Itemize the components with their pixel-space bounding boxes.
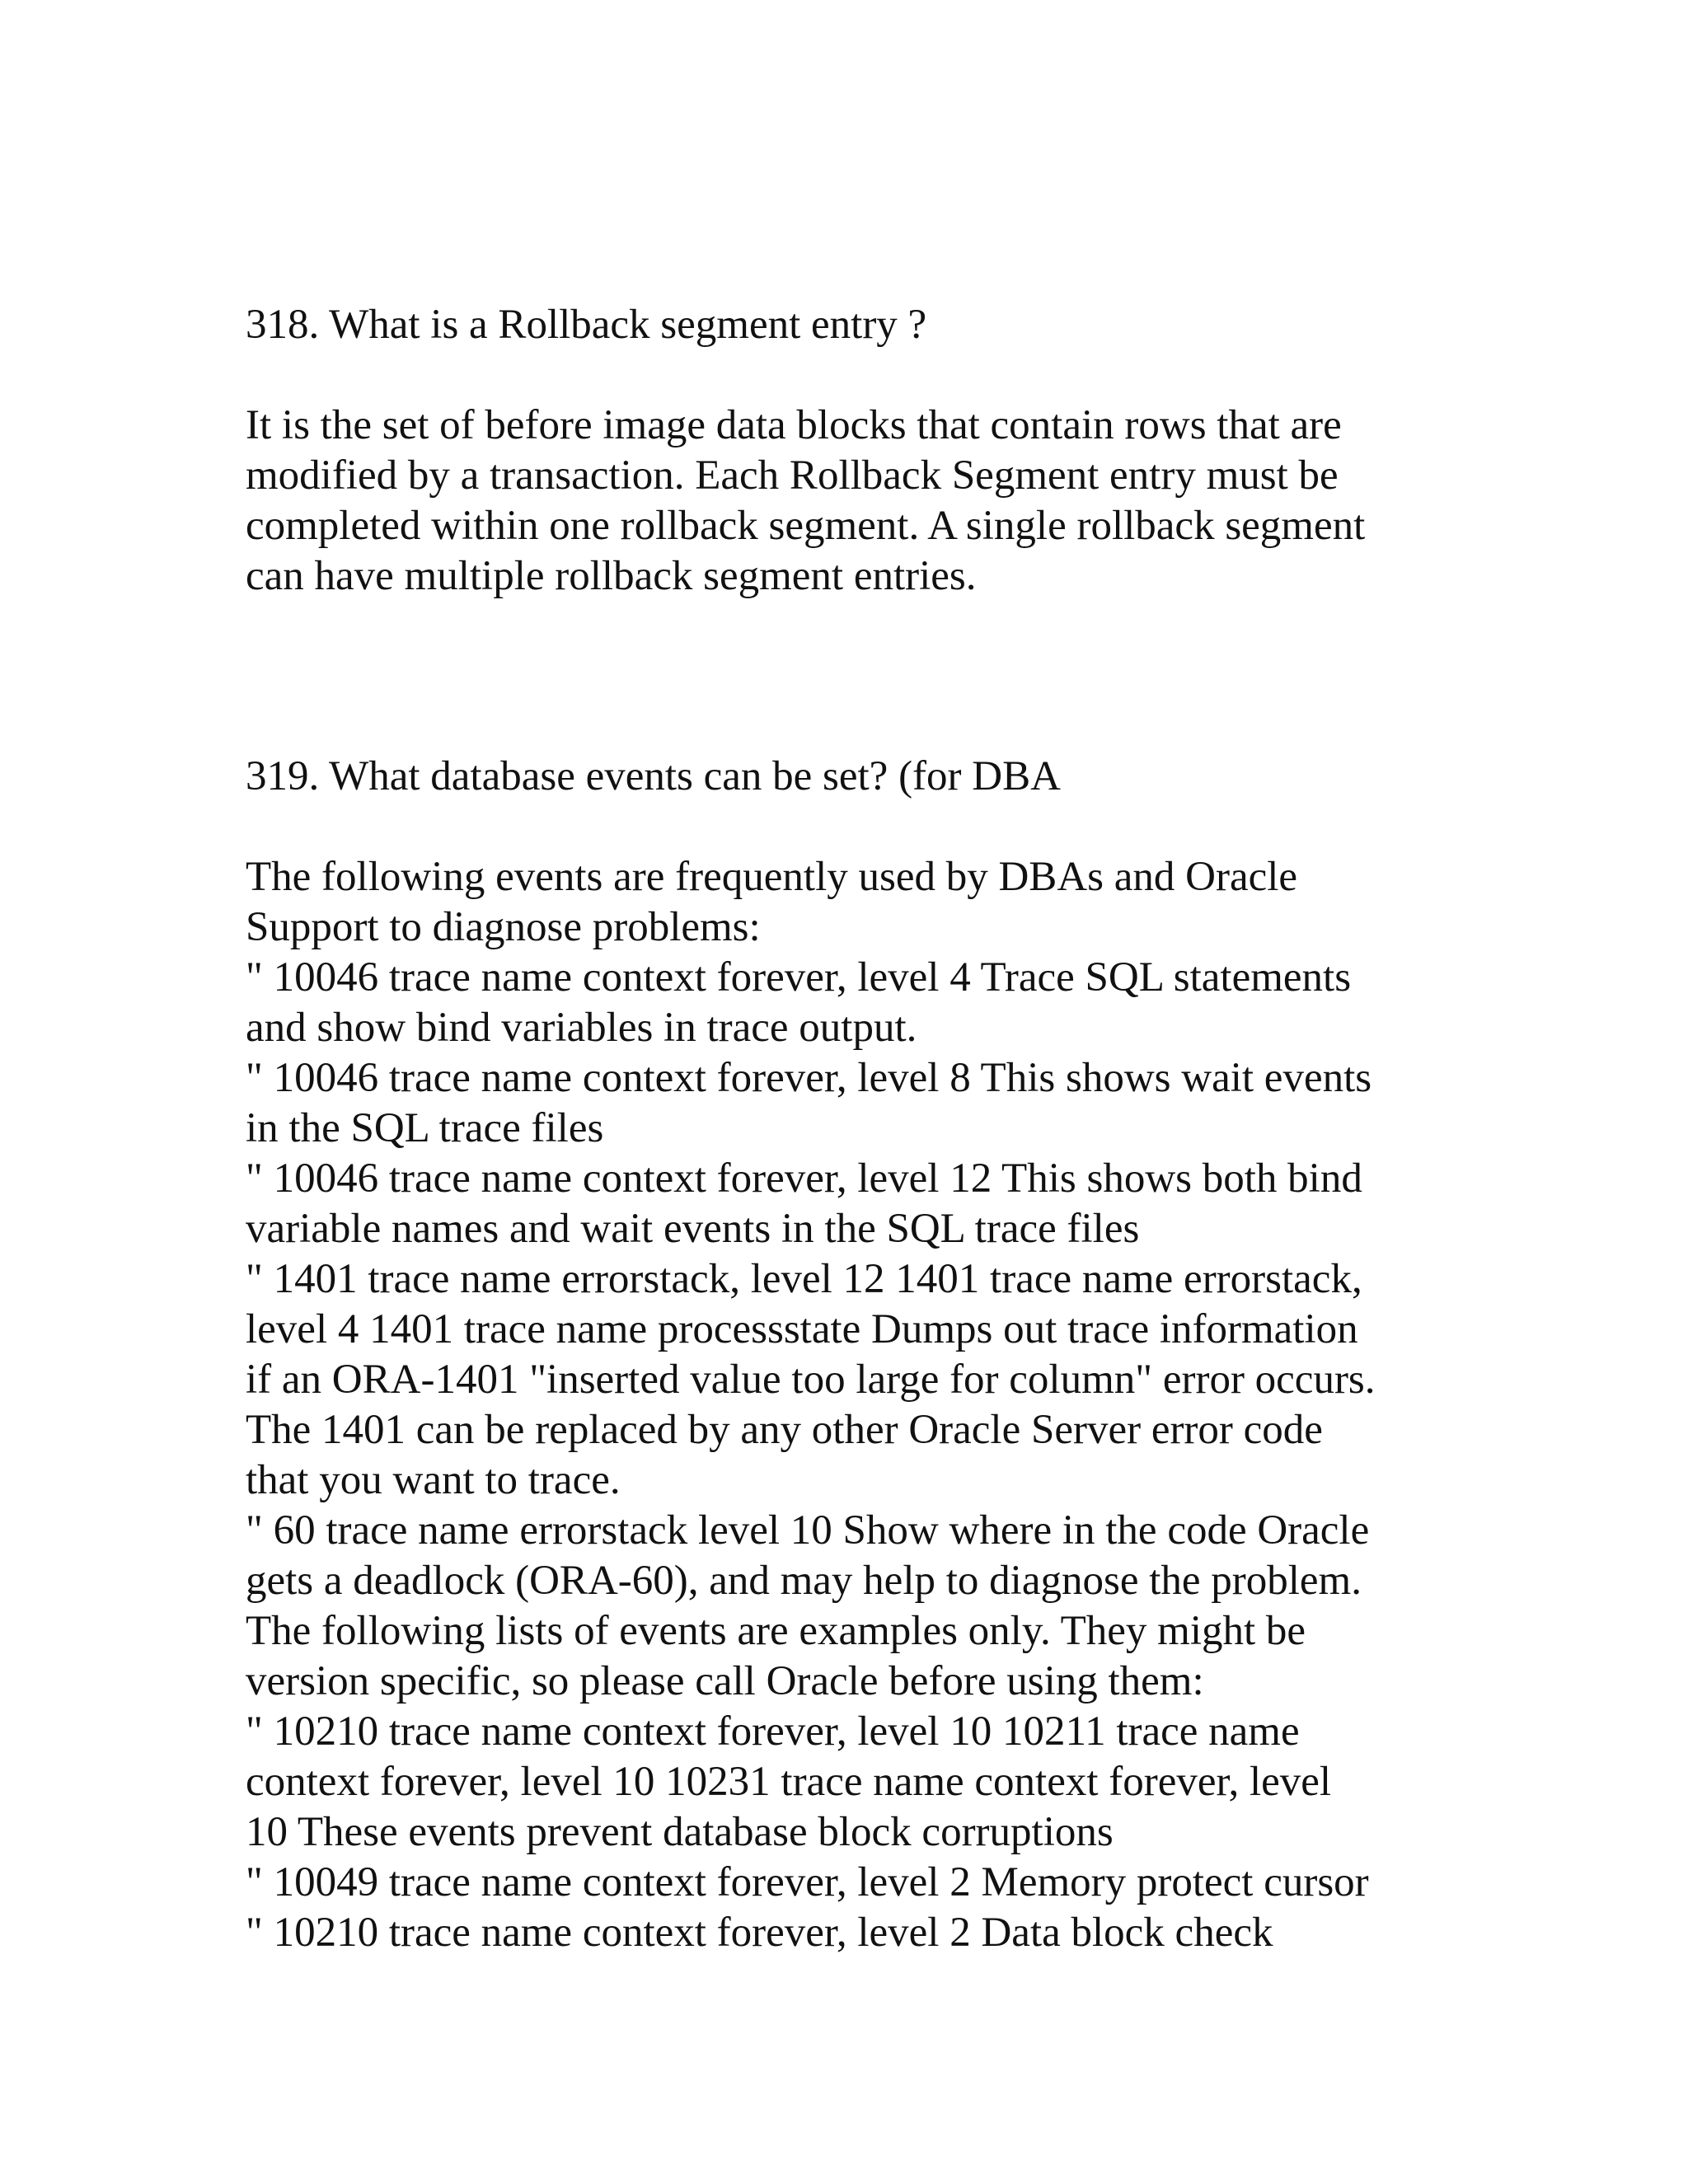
question-319-answer: [246, 852, 1449, 1958]
answer-line: " 10210 trace name context forever, level 2 Data block check: [246, 1910, 1273, 1956]
answer-line: The following events are frequently used by DBAs and Oracle: [246, 854, 1298, 900]
question-heading: 319. What database events can be set? (for DBA: [246, 753, 1061, 799]
answer-line: version specific, so please call Oracle before using them:: [246, 1658, 1204, 1704]
question-319-heading: [246, 752, 1449, 802]
question-heading: 318. What is a Rollback segment entry ?: [246, 302, 927, 348]
answer-line: variable names and wait events in the SQL trace files: [246, 1206, 1140, 1252]
answer-line: gets a deadlock (ORA-60), and may help to diagnose the problem.: [246, 1558, 1362, 1604]
answer-line: modified by a transaction. Each Rollback Segment entry must be: [246, 452, 1339, 499]
answer-line: can have multiple rollback segment entries.: [246, 553, 977, 599]
answer-line: completed within one rollback segment. A single rollback segment: [246, 503, 1366, 549]
answer-line: in the SQL trace files: [246, 1105, 604, 1151]
answer-line: " 10046 trace name context forever, level 12 This shows both bind: [246, 1155, 1362, 1202]
answer-line: It is the set of before image data blocks that contain rows that are: [246, 402, 1342, 448]
answer-line: The 1401 can be replaced by any other Oracle Server error code: [246, 1407, 1323, 1453]
answer-line: " 10046 trace name context forever, level 4 Trace SQL statements: [246, 954, 1352, 1001]
answer-line: if an ORA-1401 "inserted value too large for column" error occurs.: [246, 1357, 1376, 1403]
question-318-answer: [246, 401, 1449, 602]
answer-line: and show bind variables in trace output.: [246, 1005, 917, 1051]
answer-line: " 10210 trace name context forever, level 10 10211 trace name: [246, 1708, 1300, 1755]
answer-line: The following lists of events are examples only. They might be: [246, 1608, 1306, 1654]
question-318-heading: [246, 300, 1449, 350]
answer-line: level 4 1401 trace name processstate Dumps out trace information: [246, 1306, 1358, 1352]
answer-line: " 10049 trace name context forever, level 2 Memory protect cursor: [246, 1859, 1369, 1905]
answer-line: Support to diagnose problems:: [246, 904, 761, 950]
answer-line: context forever, level 10 10231 trace name context forever, level: [246, 1759, 1332, 1805]
answer-line: 10 These events prevent database block corruptions: [246, 1809, 1114, 1855]
answer-line: that you want to trace.: [246, 1457, 621, 1503]
answer-line: " 10046 trace name context forever, level 8 This shows wait events: [246, 1055, 1372, 1101]
answer-line: " 1401 trace name errorstack, level 12 1401 trace name errorstack,: [246, 1256, 1362, 1302]
answer-line: " 60 trace name errorstack level 10 Show where in the code Oracle: [246, 1507, 1370, 1554]
